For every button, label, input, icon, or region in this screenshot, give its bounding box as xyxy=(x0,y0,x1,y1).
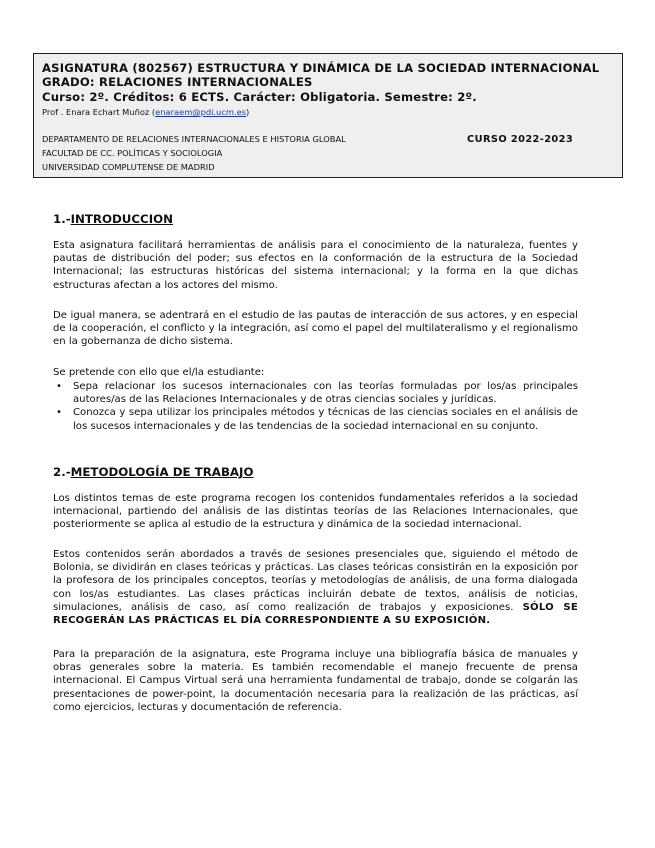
objectives-list xyxy=(53,380,578,433)
section-1-paragraph-3: Se pretende con ello que el/la estudiante: xyxy=(53,367,265,378)
section-2-paragraph-3: Para la preparación de la asignatura, este Programa incluye una bibliografía básica de manuales y obras generales sobre la materia. Es también recomendable el manejo frecuente de prensa internacional. El Campus Virtual será una herramienta fundamental de trabajo, donde se colgarán las presentaciones de power-point, la documentación necesaria para la realización de las prácticas, así como ejercicios, lecturas y documentación de referencia. xyxy=(53,649,578,713)
list-item: • Sepa relacionar los sucesos internacionales con las teorías formuladas por los/as principales autores/as de las Relaciones Internacionales y de otras ciencias sociales y jurídicas. xyxy=(56,381,578,406)
section-2-paragraph-2: Estos contenidos serán abordados a través de sesiones presenciales que, siguiendo el método de Bolonia, se dividirán en clases teóricas y prácticas. Las clases teóricas consistirán en la exposición por la profesora de los principales conceptos, teorías y metodologías de análisis, de una forma dialogada con los/as estudiantes. Las clases prácticas incluirán debate de textos, análisis de noticias, simulaciones, análisis de caso, así como realización de trabajos y exposiciones. SÓLO SE RECOGERÁN LAS PRÁCTICAS EL DÍA CORRESPONDIENTE A SU EXPOSICIÓN. xyxy=(53,549,578,627)
section-1-paragraph-2: De igual manera, se adentrará en el estudio de las pautas de interacción de sus actores, y en especial de la cooperación, el conflicto y la integración, así como el papel del multilateralismo y el regionalismo en la gobernanza de dicho sistema. xyxy=(53,310,578,348)
course-title: ASIGNATURA (802567) ESTRUCTURA Y DINÁMICA DE LA SOCIEDAD INTERNACIONAL xyxy=(42,61,600,75)
degree-line: GRADO: RELACIONES INTERNACIONALES xyxy=(42,75,313,89)
list-item: • Conozca y sepa utilizar los principales métodos y técnicas de las ciencias sociales en el análisis de los sucesos internacionales y de las tendencias de la sociedad internacional en su conjunto. xyxy=(56,407,578,432)
section-1-paragraph-1: Esta asignatura facilitará herramientas de análisis para el conocimiento de la naturaleza, fuentes y pautas de distribución del poder; sus efectos en la conformación de la estructura de la Sociedad Internacional; las estructuras históricas del sistema internacional; y la forma en la que dichas estructuras afectan a los actores del mismo. xyxy=(53,240,578,291)
professor-line xyxy=(42,107,249,118)
section-2-paragraph-1: Los distintos temas de este programa recogen los contenidos fundamentales referidos a la sociedad internacional, partiendo del análisis de las distintas teorías de las Relaciones Internacionales, que posteriormente se aplica al estudio de la estructura y dinámica de la sociedad internacional. xyxy=(53,493,578,531)
university: UNIVERSIDAD COMPLUTENSE DE MADRID xyxy=(42,162,215,172)
professor-name: Prof . Enara Echart Muñoz ( xyxy=(42,107,156,117)
professor-suffix: ) xyxy=(246,107,250,117)
section-2-title: METODOLOGÍA DE TRABAJO xyxy=(70,465,254,479)
section-1-number: 1.- xyxy=(53,212,71,226)
course-year: CURSO 2022-2023 xyxy=(467,134,574,145)
section-2-number: 2.- xyxy=(53,465,71,479)
professor-email-link[interactable]: enaraem@pdi.ucm.es xyxy=(155,107,247,117)
course-details: Curso: 2º. Créditos: 6 ECTS. Carácter: Obligatoria. Semestre: 2º. xyxy=(42,90,477,104)
bullet-icon: • xyxy=(56,381,62,392)
practices-notice: SÓLO SE RECOGERÁN LAS PRÁCTICAS EL DÍA CORRESPONDIENTE A SU EXPOSICIÓN. xyxy=(53,601,578,627)
section-1-heading xyxy=(53,212,173,226)
section-1-title: INTRODUCCION xyxy=(70,212,173,226)
bullet-icon: • xyxy=(56,407,62,419)
section-2-heading xyxy=(53,465,253,479)
faculty: FACULTAD DE CC. POLÍTICAS Y SOCIOLOGIA xyxy=(42,148,223,158)
course-header-box xyxy=(33,53,623,178)
department: DEPARTAMENTO DE RELACIONES INTERNACIONALES E HISTORIA GLOBAL xyxy=(42,134,346,144)
